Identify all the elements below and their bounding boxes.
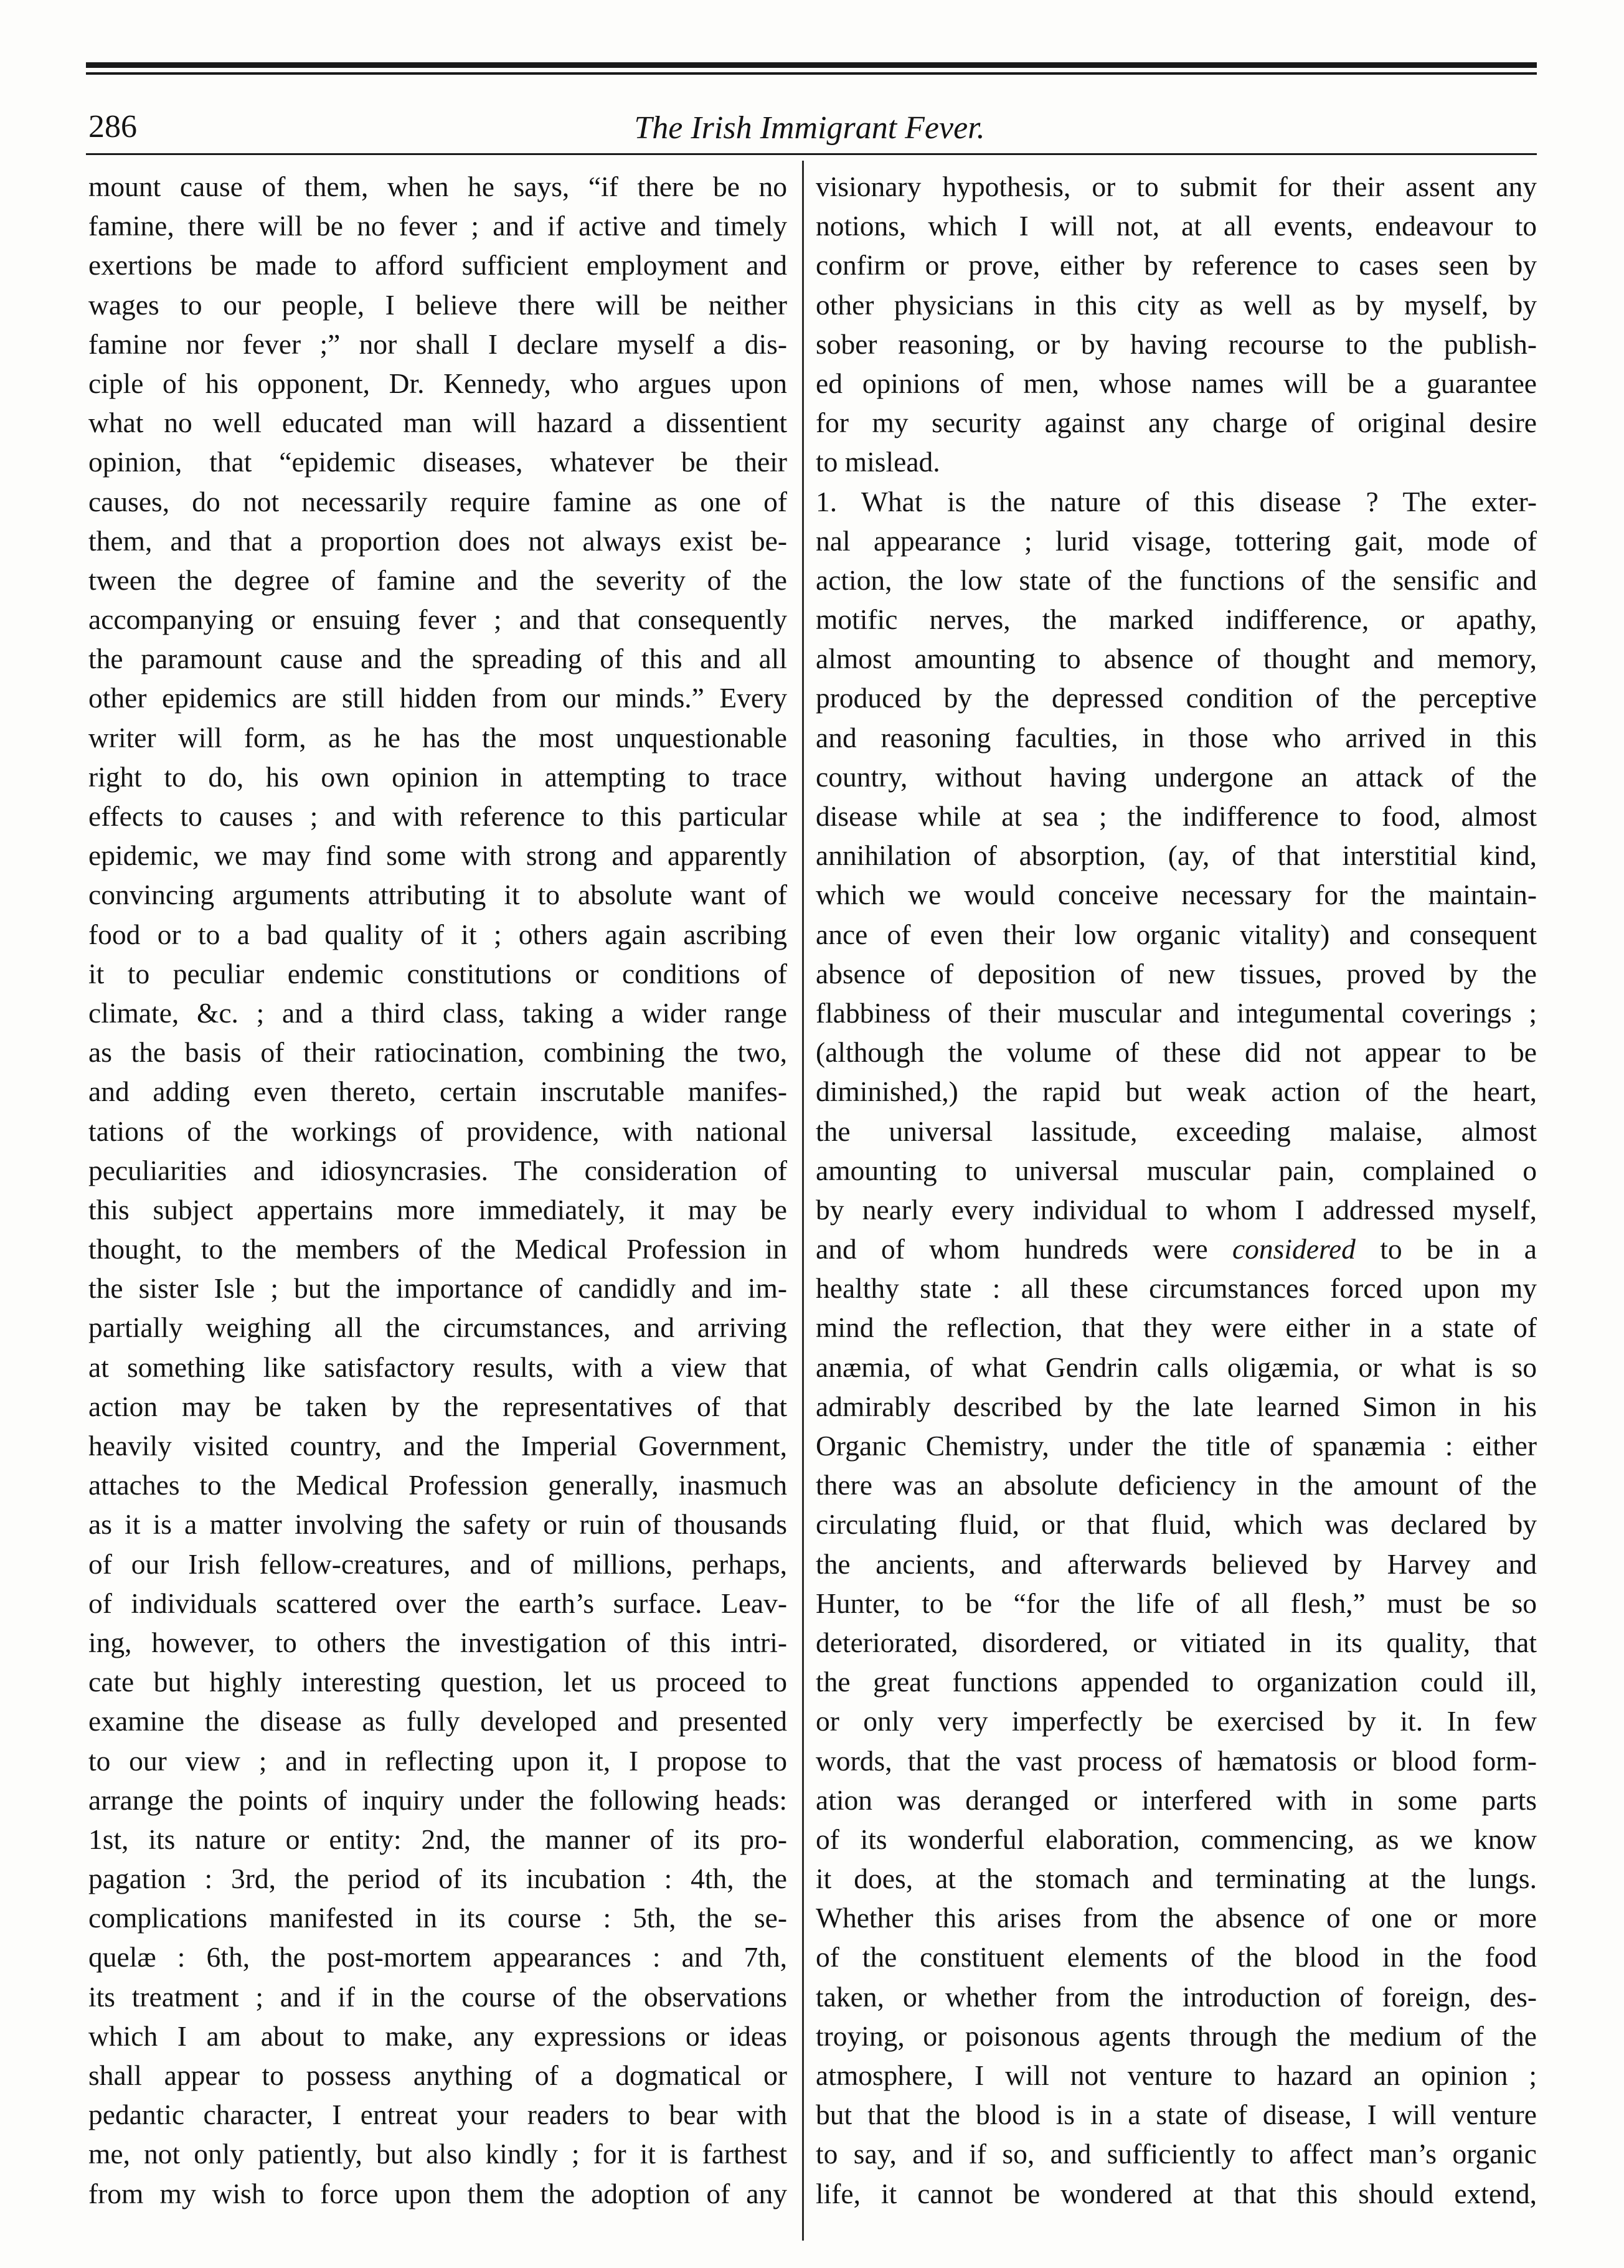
text-line: them, and that a proportion does not always exist be- [88,524,787,557]
text-line: 1. What is the nature of this disease ? The exter- [816,485,1537,517]
text-line: Hunter, to be “for the life of all flesh,” must be so [816,1587,1537,1619]
text-line: food or to a bad quality of it ; others again ascribing [88,918,787,950]
text-line: its treatment ; and if in the course of the observations [88,1980,787,2013]
text-line: it to peculiar endemic constitutions or conditions of [88,957,787,990]
text-line: ing, however, to others the investigation of this intri- [88,1626,787,1658]
text-line: to say, and if so, and sufficiently to affect man’s organic [816,2138,1537,2170]
text-line: me, not only patiently, but also kindly ; for it is farthest [88,2138,787,2170]
text-line: of our Irish fellow-creatures, and of millions, perhaps, [88,1547,787,1580]
header-rule-bottom [86,153,1537,155]
text-line: healthy state : all these circumstances forced upon my [816,1272,1537,1305]
header-rule-top [86,62,1537,68]
text-line: this subject appertains more immediately, it may be [88,1193,787,1226]
text-line: action, the low state of the functions of the sensific and [816,564,1537,596]
text-line: right to do, his own opinion in attempting to trace [88,760,787,793]
text-line: circulating fluid, or that fluid, which was declared by [816,1508,1537,1541]
text-line: tween the degree of famine and the severity of the [88,564,787,596]
text-line: wages to our people, I believe there will be neither [88,288,787,321]
text-line: thought, to the members of the Medical Profession in [88,1233,787,1265]
text-line: action may be taken by the representatives of that [88,1390,787,1422]
text-line: the universal lassitude, exceeding malaise, almost [816,1115,1537,1147]
text-line: produced by the depressed condition of the perceptive [816,682,1537,714]
text-line: quelæ : 6th, the post-mortem appearances : and 7th, [88,1941,787,1973]
page-number: 286 [88,109,137,144]
text-line: it does, at the stomach and terminating at the lungs. [816,1863,1537,1895]
text-line: opinion, that “epidemic diseases, whatever be their [88,446,787,478]
text-line: epidemic, we may find some with strong and apparently [88,839,787,872]
text-line: pedantic character, I entreat your readers to bear with [88,2099,787,2131]
text-line: Organic Chemistry, under the title of spanæmia : either [816,1430,1537,1462]
text-line: famine nor fever ;” nor shall I declare myself a dis- [88,328,787,360]
text-line: the great functions appended to organization could ill, [816,1666,1537,1698]
text-line: from my wish to force upon them the adoption of any [88,2177,787,2209]
text-line: mount cause of them, when he says, “if there be no [88,171,787,202]
text-line: the paramount cause and the spreading of this and all [88,643,787,675]
text-line: tations of the workings of providence, with national [88,1115,787,1147]
text-line: famine, there will be no fever ; and if active and timely [88,210,787,242]
text-line: for my security against any charge of original desire [816,407,1537,439]
text-line: motific nerves, the marked indifference, or apathy, [816,603,1537,636]
text-line: absence of deposition of new tissues, proved by the [816,957,1537,990]
text-line: to mislead. [816,446,940,478]
text-line: at something like satisfactory results, with a view that [88,1351,787,1383]
text-line: writer will form, as he has the most unquestionable [88,721,787,754]
text-line: which we would conceive necessary for the maintain- [816,879,1537,911]
text-line: words, that the vast process of hæmatosis or blood form- [816,1744,1537,1777]
text-line: attaches to the Medical Profession generally, inasmuch [88,1469,787,1501]
text-line: of individuals scattered over the earth’s surface. Leav- [88,1587,787,1619]
text-line: atmosphere, I will not venture to hazard an opinion ; [816,2059,1537,2091]
text-line: peculiarities and idiosyncrasies. The consideration of [88,1154,787,1186]
text-line: diminished,) the rapid but weak action of the heart, [816,1075,1537,1108]
text-line: effects to causes ; and with reference to this particular [88,800,787,832]
text-line: arrange the points of inquiry under the following heads: [88,1784,787,1816]
text-line: exertions be made to afford sufficient employment and [88,249,787,281]
text-line: mind the reflection, that they were either in a state of [816,1311,1537,1344]
text-line: shall appear to possess anything of a dogmatical or [88,2059,787,2091]
right-column [816,167,1537,2241]
text-line: examine the disease as fully developed and presented [88,1705,787,1737]
text-line: and reasoning faculties, in those who arrived in this [816,721,1537,754]
text-line: ance of even their low organic vitality) and consequent [816,918,1537,950]
text-line: sober reasoning, or by having recourse to the publish- [816,328,1537,360]
text-line: pagation : 3rd, the period of its incubation : 4th, the [88,1863,787,1895]
text-line: annihilation of absorption, (ay, of that interstitial kind, [816,839,1537,872]
text-line: as the basis of their ratiocination, combining the two, [88,1036,787,1069]
text-line: Whether this arises from the absence of one or more [816,1902,1537,1934]
text-line: flabbiness of their muscular and integumental coverings ; [816,996,1537,1029]
text-line: or only very imperfectly be exercised by it. In few [816,1705,1537,1737]
text-line: confirm or prove, either by reference to cases seen by [816,249,1537,281]
text-line: by nearly every individual to whom I addressed myself, [816,1193,1537,1226]
text-line: what no well educated man will hazard a dissentient [88,407,787,439]
text-line: of its wonderful elaboration, commencing, as we know [816,1823,1537,1855]
text-line: 1st, its nature or entity: 2nd, the manner of its pro- [88,1823,787,1855]
text-line: and adding even thereto, certain inscrutable manifes- [88,1075,787,1108]
emphasis: considered [1232,1233,1356,1265]
text-line: disease while at sea ; the indifference to food, almost [816,800,1537,832]
text-line: the sister Isle ; but the importance of candidly and im- [88,1272,787,1305]
text-line: as it is a matter involving the safety or ruin of thousands [88,1508,787,1541]
text-line: amounting to universal muscular pain, complained o [816,1154,1537,1186]
text-line: taken, or whether from the introduction of foreign, des- [816,1980,1537,2013]
text-line: admirably described by the late learned Simon in his [816,1390,1537,1422]
text-line: other epidemics are still hidden from our minds.” Every [88,682,787,714]
text-line: troying, or poisonous agents through the medium of the [816,2020,1537,2052]
text-line: but that the blood is in a state of disease, I will venture [816,2099,1537,2131]
text-line: ation was deranged or interfered with in some parts [816,1784,1537,1816]
text-line: ciple of his opponent, Dr. Kennedy, who argues upon [88,367,787,399]
text-line: partially weighing all the circumstances, and arriving [88,1311,787,1344]
text-line: deteriorated, disordered, or vitiated in its quality, that [816,1626,1537,1658]
text-line: climate, &c. ; and a third class, taking a wider range [88,996,787,1029]
text-line: and of whom hundreds were considered to be in a [816,1233,1537,1265]
text-line: complications manifested in its course : 5th, the se- [88,1902,787,1934]
text-line: of the constituent elements of the blood in the food [816,1941,1537,1973]
text-line: which I am about to make, any expressions or ideas [88,2020,787,2052]
left-column [88,167,787,2241]
text-line: there was an absolute deficiency in the amount of the [816,1469,1537,1501]
column-divider [802,161,804,2241]
text-line: nal appearance ; lurid visage, tottering gait, mode of [816,524,1537,557]
text-line: causes, do not necessarily require famine as one of [88,485,787,517]
text-line: accompanying or ensuing fever ; and that consequently [88,603,787,636]
text-line: visionary hypothesis, or to submit for their assent any [816,171,1537,202]
text-line: ed opinions of men, whose names will be a guarantee [816,367,1537,399]
header-rule-top-thin [86,72,1537,75]
text-line: heavily visited country, and the Imperial Government, [88,1430,787,1462]
running-title: The Irish Immigrant Fever. [634,110,985,146]
text-line: almost amounting to absence of thought and memory, [816,643,1537,675]
text-line: cate but highly interesting question, let us proceed to [88,1666,787,1698]
text-line: (although the volume of these did not appear to be [816,1036,1537,1069]
text-line: to our view ; and in reflecting upon it, I propose to [88,1744,787,1777]
text-line: anæmia, of what Gendrin calls oligæmia, or what is so [816,1351,1537,1383]
text-line: other physicians in this city as well as by myself, by [816,288,1537,321]
text-line: notions, which I will not, at all events, endeavour to [816,210,1537,242]
text-line: life, it cannot be wondered at that this should extend, [816,2177,1537,2209]
text-line: country, without having undergone an attack of the [816,760,1537,793]
text-line: the ancients, and afterwards believed by Harvey and [816,1547,1537,1580]
text-line: convincing arguments attributing it to absolute want of [88,879,787,911]
